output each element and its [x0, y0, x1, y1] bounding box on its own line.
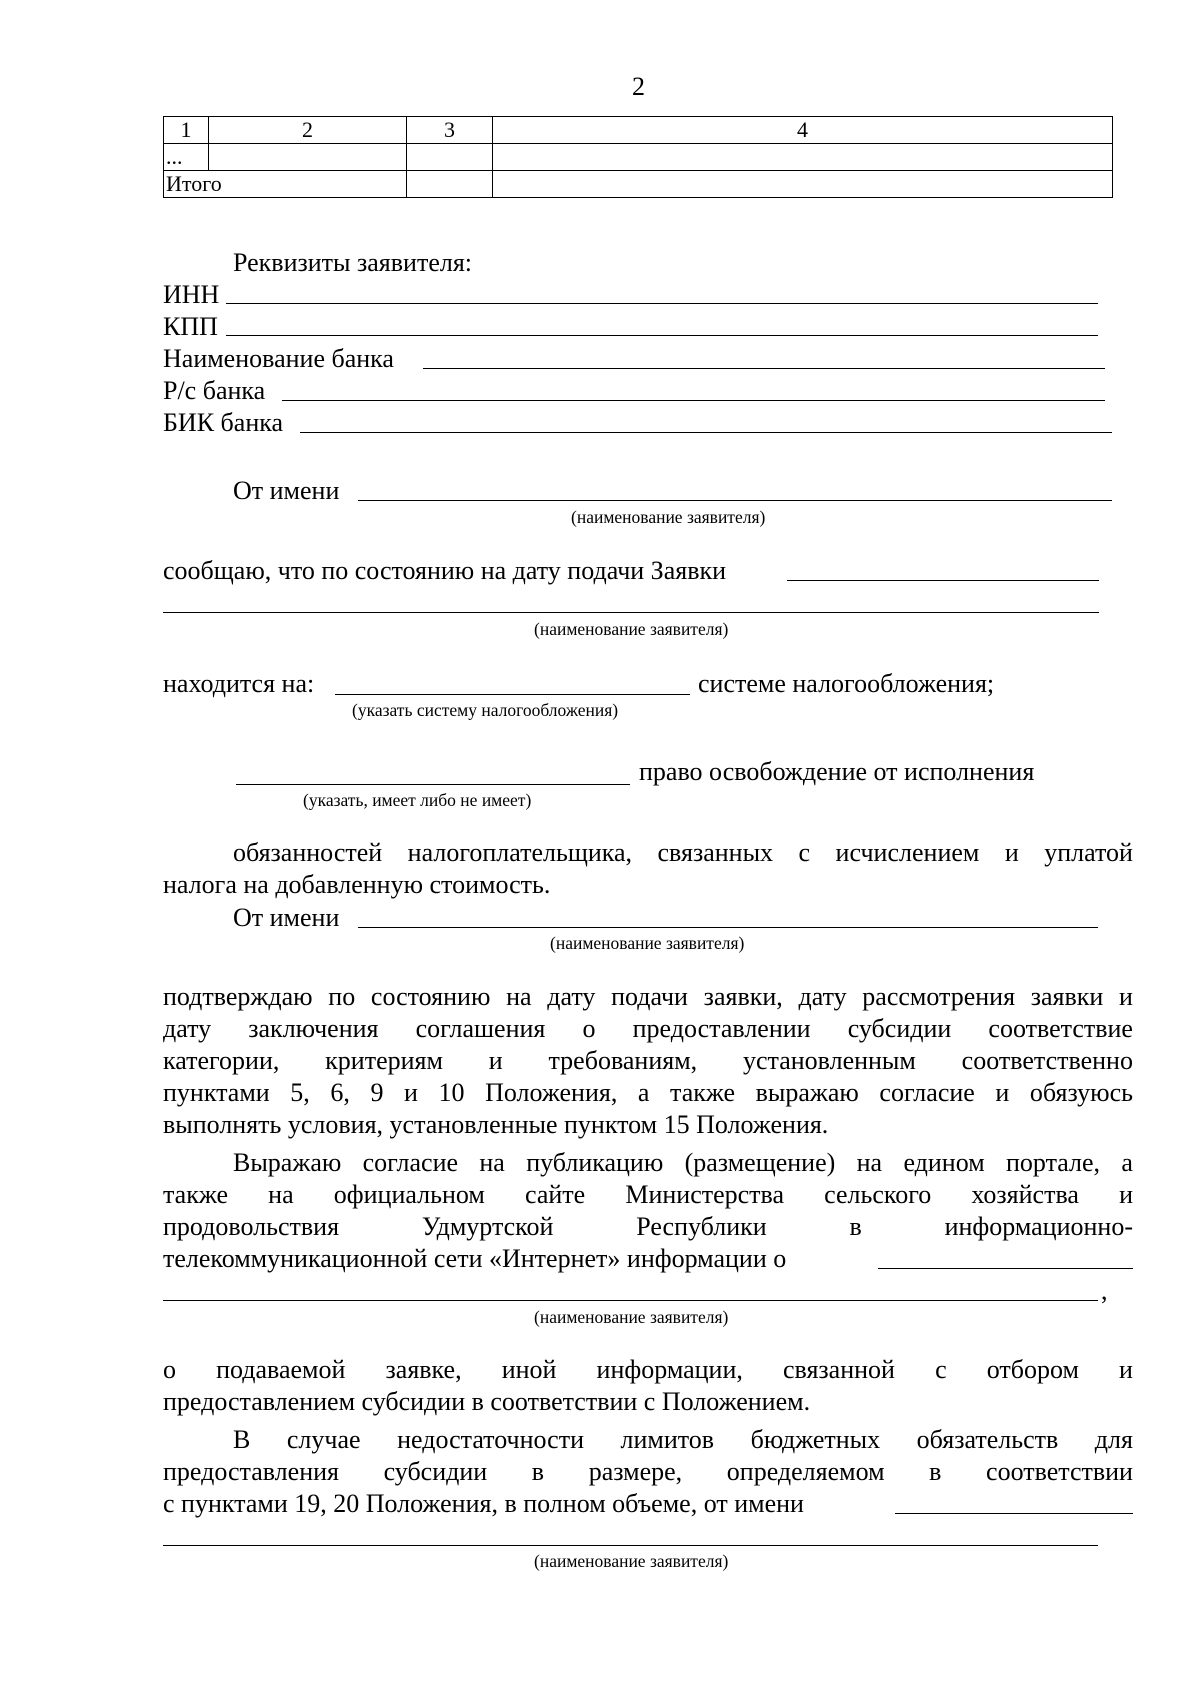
word: согласие — [362, 1148, 459, 1177]
info-about-field[interactable] — [878, 1268, 1133, 1269]
word: требованиям, — [548, 1046, 698, 1075]
word: заявки — [1030, 982, 1104, 1011]
table-cell — [493, 144, 1113, 171]
table-total-label: Итого — [164, 171, 407, 198]
table-header-cell: 4 — [493, 117, 1113, 144]
word: соответствии — [986, 1457, 1133, 1486]
word: дату — [163, 1014, 212, 1043]
word: в — [929, 1457, 942, 1486]
inn-label: ИНН — [163, 280, 220, 309]
word: подачи — [611, 982, 688, 1011]
bank-name-label: Наименование банка — [163, 344, 394, 373]
word: и — [488, 1046, 503, 1075]
consent-line-2 — [163, 1180, 1133, 1210]
word: также — [670, 1078, 736, 1107]
table-cell-ellipsis: ... — [164, 144, 209, 171]
word: соответствие — [988, 1014, 1133, 1043]
word: случае — [286, 1425, 361, 1454]
word: Положения, — [485, 1078, 618, 1107]
about-line-1 — [163, 1355, 1133, 1385]
confirm-line-5: выполнять условия, установленные пунктом 15 Положения. — [163, 1110, 829, 1139]
limits-line-3: с пунктами 19, 20 Положения, в полном объеме, от имени — [163, 1489, 804, 1518]
word: определяемом — [726, 1457, 885, 1486]
applicant-name-field-4[interactable] — [163, 1300, 1098, 1301]
confirm-line-1 — [163, 982, 1133, 1012]
account-field[interactable] — [282, 400, 1105, 401]
word: отбором — [986, 1355, 1079, 1384]
limits-applicant-field[interactable] — [895, 1513, 1133, 1514]
word: на — [479, 1148, 505, 1177]
word: в — [531, 1457, 545, 1486]
word: иной — [501, 1355, 557, 1384]
word: 9 — [370, 1078, 384, 1107]
word: 6, — [330, 1078, 350, 1107]
word: на — [268, 1180, 294, 1209]
table-header-cell: 1 — [164, 117, 209, 144]
word: связанной — [782, 1355, 895, 1384]
word: пунктами — [163, 1078, 270, 1107]
word: (размещение) — [684, 1148, 836, 1177]
word: о — [582, 1014, 596, 1043]
right-exempt-text: право освобождение от исполнения — [639, 757, 1035, 786]
word: дату — [798, 982, 847, 1011]
word: и — [1119, 1180, 1133, 1209]
word: сельского — [824, 1180, 932, 1209]
word: недостаточности — [397, 1425, 584, 1454]
table-header-cell: 2 — [209, 117, 407, 144]
applicant-name-field-5[interactable] — [163, 1545, 1098, 1546]
page-number: 2 — [632, 72, 645, 101]
word: соглашения — [415, 1014, 546, 1043]
word: Республики — [636, 1212, 767, 1241]
kpp-field[interactable] — [226, 335, 1098, 336]
report-line: сообщаю, что по состоянию на дату подачи Заявки — [163, 556, 727, 585]
table-header-cell: 3 — [407, 117, 493, 144]
located-on-label: находится на: — [163, 669, 315, 698]
word: критериям — [325, 1046, 443, 1075]
word: для — [1094, 1425, 1133, 1454]
caption-applicant-4: (наименование заявителя) — [534, 1307, 729, 1327]
word: субсидии — [847, 1014, 952, 1043]
on-behalf-label-2: От имени — [233, 903, 340, 932]
caption-applicant-5: (наименование заявителя) — [534, 1551, 729, 1571]
report-date-field[interactable] — [787, 580, 1099, 581]
caption-has-or-not: (указать, имеет либо не имеет) — [303, 790, 532, 810]
about-line-2: предоставлением субсидии в соответствии с Положением. — [163, 1387, 811, 1416]
word: и — [1004, 838, 1019, 867]
word: и — [404, 1078, 418, 1107]
word: установленным — [742, 1046, 916, 1075]
confirm-line-4 — [163, 1078, 1133, 1108]
word: информации, — [596, 1355, 743, 1384]
tax-system-field[interactable] — [335, 694, 690, 695]
word: а — [637, 1078, 650, 1107]
duties-line-1 — [233, 838, 1133, 868]
word: также — [163, 1180, 229, 1209]
word: с — [798, 838, 811, 867]
word: на — [506, 982, 532, 1011]
word: по — [328, 982, 356, 1011]
word: в — [849, 1212, 862, 1241]
table-cell — [493, 171, 1113, 198]
applicant-name-field-3[interactable] — [358, 927, 1098, 928]
word: выражаю — [755, 1078, 859, 1107]
applicant-name-field-1[interactable] — [358, 500, 1112, 501]
word: предоставления — [163, 1457, 339, 1486]
table-header-row — [164, 117, 1113, 144]
tax-system-suffix: системе налогообложения; — [698, 669, 995, 698]
word: а — [1121, 1148, 1133, 1177]
word: соответственно — [961, 1046, 1133, 1075]
account-label: Р/с банка — [163, 376, 266, 405]
word: налогоплательщика, — [407, 838, 633, 867]
limits-line-1 — [233, 1425, 1133, 1455]
requisites-heading: Реквизиты заявителя: — [233, 248, 473, 277]
table-cell — [209, 144, 407, 171]
bik-field[interactable] — [300, 432, 1112, 433]
inn-field[interactable] — [226, 303, 1098, 304]
kpp-label: КПП — [163, 312, 218, 341]
word: подаваемой — [216, 1355, 346, 1384]
word: официальном — [333, 1180, 485, 1209]
word: сайте — [524, 1180, 586, 1209]
word: предоставлении — [632, 1014, 811, 1043]
word: и — [995, 1078, 1010, 1107]
caption-tax-system: (указать систему налогообложения) — [352, 700, 619, 720]
word: Удмуртской — [421, 1212, 554, 1241]
bank-name-field[interactable] — [423, 368, 1105, 369]
word: лимитов — [620, 1425, 715, 1454]
summary-table — [163, 116, 1113, 198]
word: едином — [903, 1148, 985, 1177]
word: о — [163, 1355, 176, 1384]
word: обязуюсь — [1029, 1078, 1133, 1107]
consent-line-4: телекоммуникационной сети «Интернет» информации о — [163, 1244, 787, 1273]
comma: , — [1101, 1276, 1108, 1305]
word: 5, — [290, 1078, 310, 1107]
word: 10 — [438, 1078, 465, 1107]
bik-label: БИК банка — [163, 408, 284, 437]
word: размере, — [588, 1457, 683, 1486]
consent-line-1 — [233, 1148, 1133, 1178]
word: обязанностей — [233, 838, 383, 867]
table-cell — [407, 171, 493, 198]
duties-line-2: налога на добавленную стоимость. — [163, 870, 551, 899]
word: публикацию — [526, 1148, 664, 1177]
word: Выражаю — [233, 1148, 342, 1177]
word: на — [856, 1148, 883, 1177]
table-cell — [407, 144, 493, 171]
word: заключения — [248, 1014, 379, 1043]
consent-line-3 — [163, 1212, 1133, 1242]
word: продовольствия — [163, 1212, 340, 1241]
table-total-row — [164, 171, 1113, 198]
on-behalf-label-1: От имени — [233, 476, 340, 505]
confirm-line-3 — [163, 1046, 1133, 1076]
word: портале, — [1006, 1148, 1101, 1177]
word: исчислением — [835, 838, 980, 867]
has-right-field[interactable] — [236, 784, 630, 785]
word: заявке, — [385, 1355, 462, 1384]
caption-applicant-3: (наименование заявителя) — [550, 933, 745, 953]
word: рассмотрения — [862, 982, 1016, 1011]
word: заявки, — [703, 982, 783, 1011]
caption-applicant-2: (наименование заявителя) — [534, 619, 729, 639]
word: согласие — [879, 1078, 975, 1107]
caption-applicant-1: (наименование заявителя) — [571, 507, 766, 527]
applicant-name-field-2[interactable] — [163, 612, 1099, 613]
word: В — [233, 1425, 251, 1454]
word: и — [1119, 982, 1133, 1011]
limits-line-2 — [163, 1457, 1133, 1487]
word: связанных — [657, 838, 774, 867]
word: категории, — [163, 1046, 280, 1075]
word: хозяйства — [971, 1180, 1079, 1209]
table-row — [164, 144, 1113, 171]
word: и — [1119, 1355, 1133, 1384]
word: субсидии — [383, 1457, 488, 1486]
word: информационно- — [944, 1212, 1133, 1241]
word: с — [935, 1355, 947, 1384]
word: Министерства — [625, 1180, 785, 1209]
word: обязательств — [916, 1425, 1059, 1454]
word: уплатой — [1044, 838, 1133, 867]
word: подтверждаю — [163, 982, 313, 1011]
confirm-line-2 — [163, 1014, 1133, 1044]
word: бюджетных — [750, 1425, 881, 1454]
word: дату — [547, 982, 596, 1011]
word: состоянию — [370, 982, 491, 1011]
